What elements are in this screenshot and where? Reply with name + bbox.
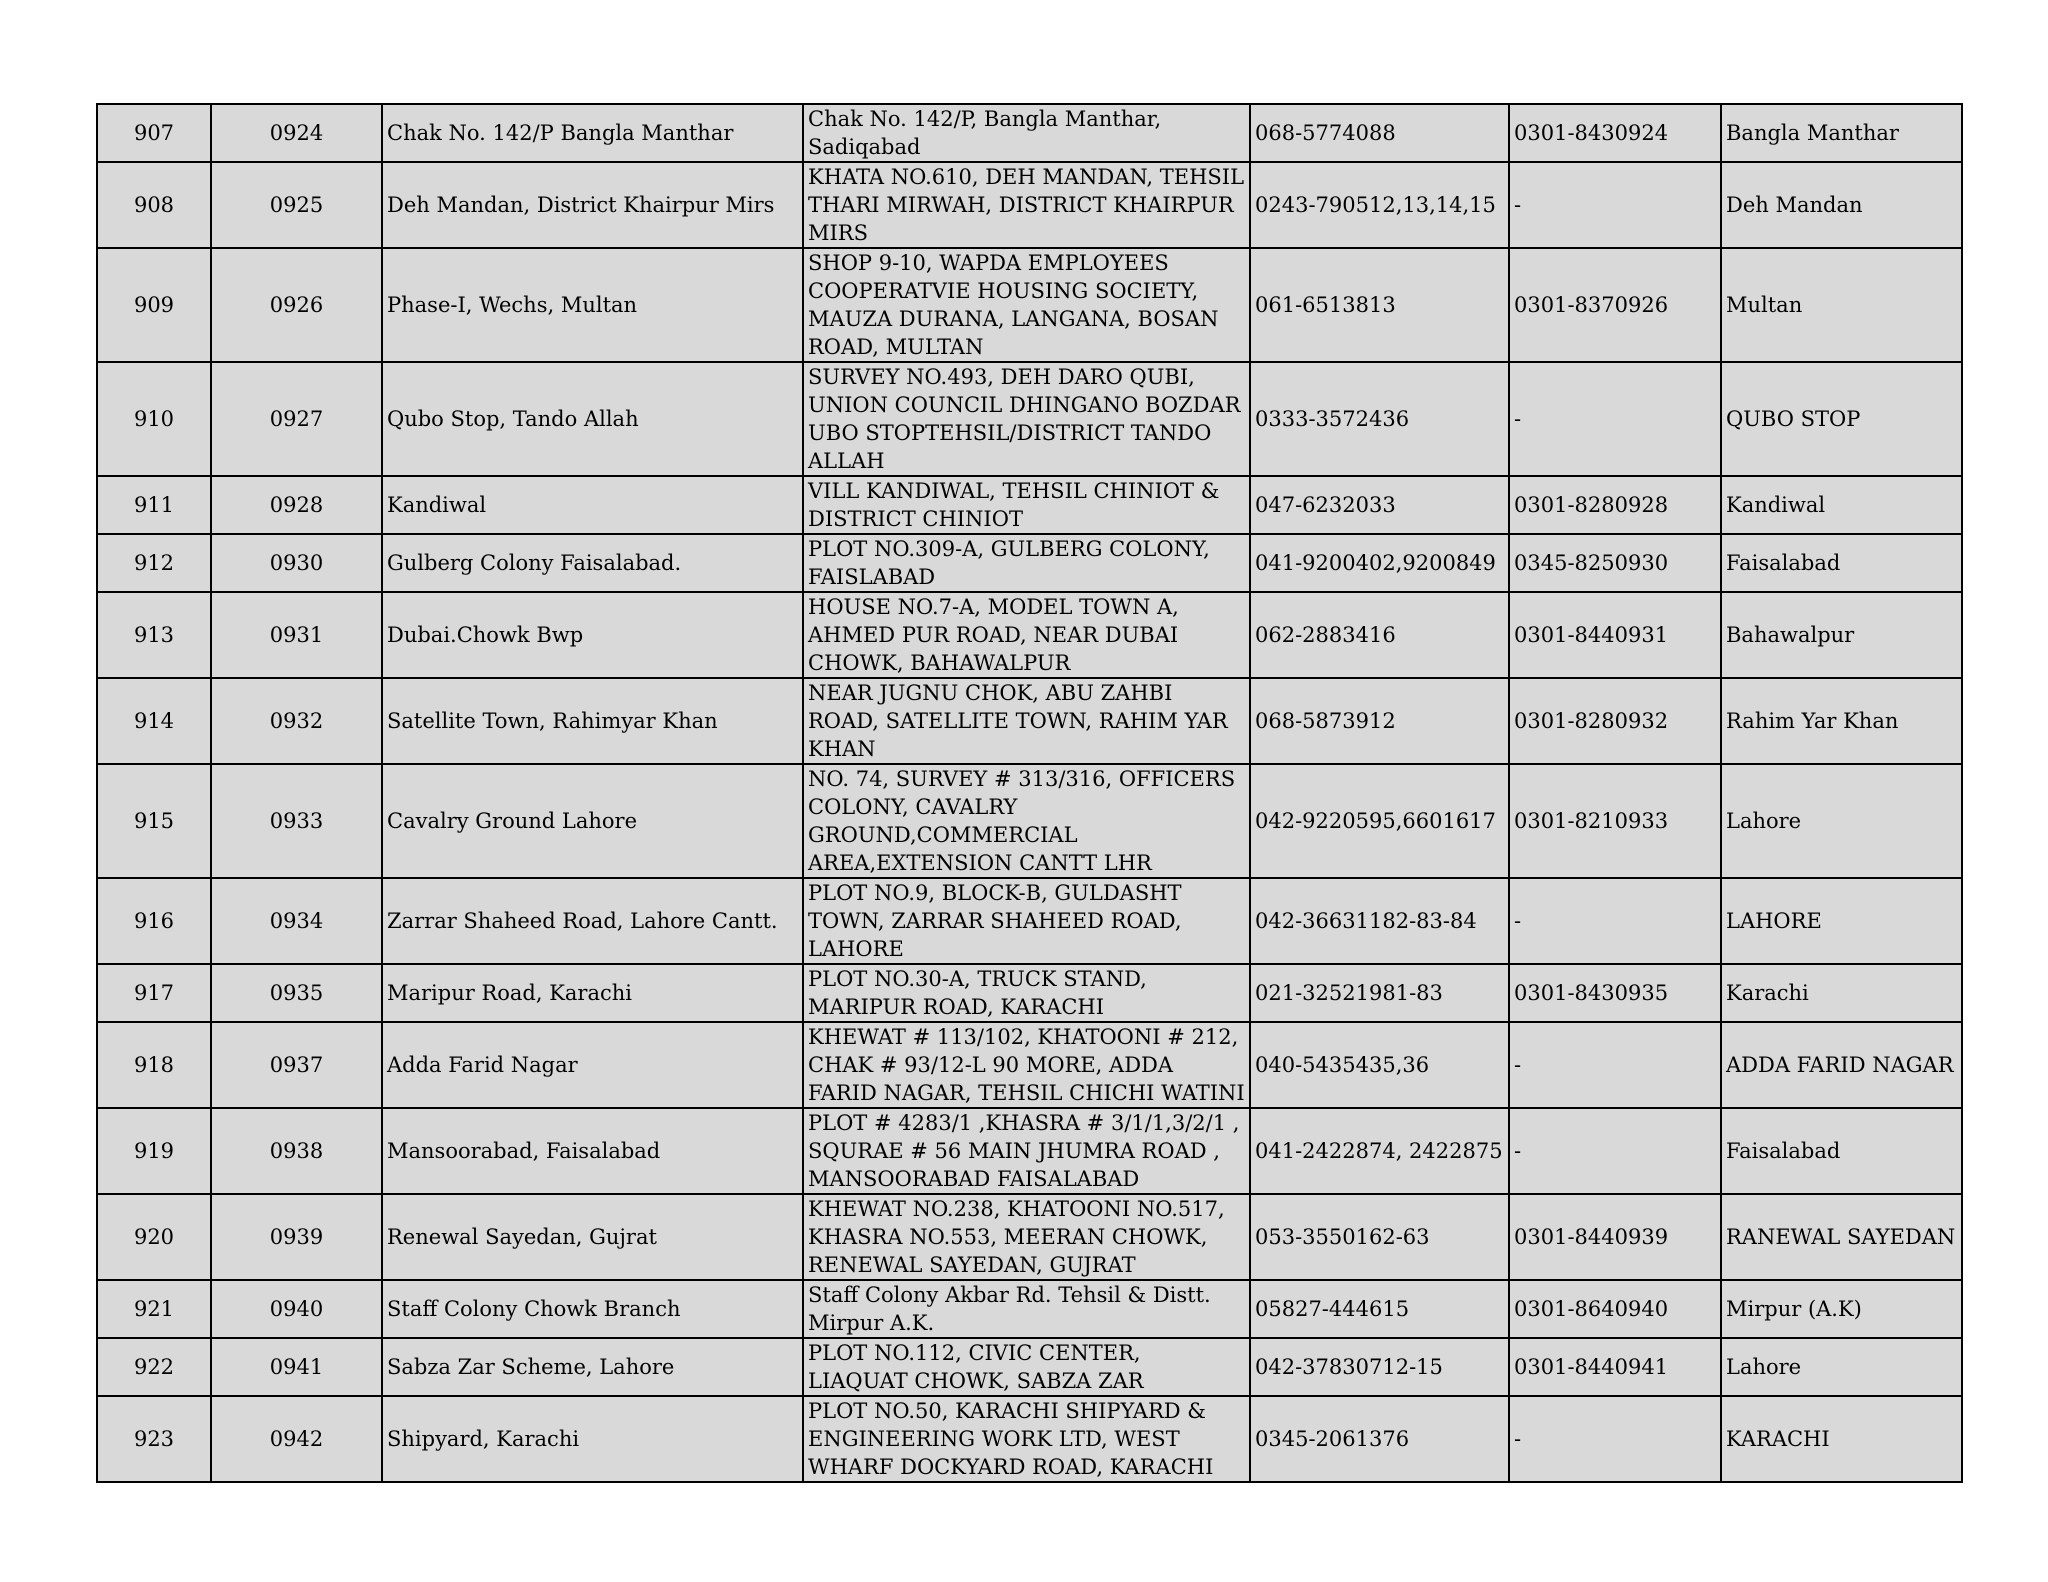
branch-code-cell: 0941 bbox=[211, 1338, 382, 1396]
table-row bbox=[97, 878, 1962, 964]
address-cell: Chak No. 142/P, Bangla Manthar, Sadiqabad bbox=[803, 104, 1250, 162]
phone-cell: 053-3550162-63 bbox=[1250, 1194, 1509, 1280]
branch-code-cell: 0934 bbox=[211, 878, 382, 964]
address-cell: PLOT NO.112, CIVIC CENTER, LIAQUAT CHOWK, SABZA ZAR bbox=[803, 1338, 1250, 1396]
branch-name-cell: Sabza Zar Scheme, Lahore bbox=[382, 1338, 803, 1396]
city-cell: Deh Mandan bbox=[1721, 162, 1962, 248]
phone-cell: 0333-3572436 bbox=[1250, 362, 1509, 476]
branch-name-cell: Phase-I, Wechs, Multan bbox=[382, 248, 803, 362]
table-row bbox=[97, 1338, 1962, 1396]
city-cell: Kandiwal bbox=[1721, 476, 1962, 534]
table-row bbox=[97, 248, 1962, 362]
branch-name-cell: Zarrar Shaheed Road, Lahore Cantt. bbox=[382, 878, 803, 964]
city-cell: LAHORE bbox=[1721, 878, 1962, 964]
mobile-cell: - bbox=[1509, 162, 1721, 248]
table-row bbox=[97, 104, 1962, 162]
address-cell: Staff Colony Akbar Rd. Tehsil & Distt. Mirpur A.K. bbox=[803, 1280, 1250, 1338]
branch-name-cell: Shipyard, Karachi bbox=[382, 1396, 803, 1482]
branch-code-cell: 0927 bbox=[211, 362, 382, 476]
phone-cell: 0243-790512,13,14,15 bbox=[1250, 162, 1509, 248]
phone-cell: 0345-2061376 bbox=[1250, 1396, 1509, 1482]
phone-cell: 047-6232033 bbox=[1250, 476, 1509, 534]
table-row bbox=[97, 162, 1962, 248]
phone-cell: 041-2422874, 2422875 bbox=[1250, 1108, 1509, 1194]
mobile-cell: - bbox=[1509, 1396, 1721, 1482]
branch-name-cell: Satellite Town, Rahimyar Khan bbox=[382, 678, 803, 764]
table-row bbox=[97, 678, 1962, 764]
branch-name-cell: Kandiwal bbox=[382, 476, 803, 534]
serial-cell: 910 bbox=[97, 362, 211, 476]
address-cell: PLOT NO.50, KARACHI SHIPYARD & ENGINEERING WORK LTD, WEST WHARF DOCKYARD ROAD, KARACHI bbox=[803, 1396, 1250, 1482]
branch-name-cell: Qubo Stop, Tando Allah bbox=[382, 362, 803, 476]
branch-code-cell: 0942 bbox=[211, 1396, 382, 1482]
city-cell: Lahore bbox=[1721, 1338, 1962, 1396]
table-body bbox=[97, 104, 1962, 1482]
branch-name-cell: Dubai.Chowk Bwp bbox=[382, 592, 803, 678]
mobile-cell: 0345-8250930 bbox=[1509, 534, 1721, 592]
table-row bbox=[97, 592, 1962, 678]
serial-cell: 914 bbox=[97, 678, 211, 764]
branch-name-cell: Deh Mandan, District Khairpur Mirs bbox=[382, 162, 803, 248]
address-cell: PLOT NO.9, BLOCK-B, GULDASHT TOWN, ZARRAR SHAHEED ROAD, LAHORE bbox=[803, 878, 1250, 964]
phone-cell: 05827-444615 bbox=[1250, 1280, 1509, 1338]
phone-cell: 068-5774088 bbox=[1250, 104, 1509, 162]
city-cell: KARACHI bbox=[1721, 1396, 1962, 1482]
branch-name-cell: Chak No. 142/P Bangla Manthar bbox=[382, 104, 803, 162]
branch-name-cell: Renewal Sayedan, Gujrat bbox=[382, 1194, 803, 1280]
mobile-cell: 0301-8440939 bbox=[1509, 1194, 1721, 1280]
city-cell: Karachi bbox=[1721, 964, 1962, 1022]
address-cell: KHATA NO.610, DEH MANDAN, TEHSIL THARI MIRWAH, DISTRICT KHAIRPUR MIRS bbox=[803, 162, 1250, 248]
branch-code-cell: 0937 bbox=[211, 1022, 382, 1108]
branch-code-cell: 0933 bbox=[211, 764, 382, 878]
mobile-cell: - bbox=[1509, 362, 1721, 476]
serial-cell: 913 bbox=[97, 592, 211, 678]
serial-cell: 919 bbox=[97, 1108, 211, 1194]
branch-code-cell: 0940 bbox=[211, 1280, 382, 1338]
table-row bbox=[97, 1108, 1962, 1194]
table-row bbox=[97, 1022, 1962, 1108]
mobile-cell: - bbox=[1509, 1022, 1721, 1108]
serial-cell: 909 bbox=[97, 248, 211, 362]
branch-code-cell: 0932 bbox=[211, 678, 382, 764]
phone-cell: 042-9220595,6601617 bbox=[1250, 764, 1509, 878]
address-cell: PLOT # 4283/1 ,KHASRA # 3/1/1,3/2/1 , SQURAE # 56 MAIN JHUMRA ROAD , MANSOORABAD FAISALABAD bbox=[803, 1108, 1250, 1194]
address-cell: NEAR JUGNU CHOK, ABU ZAHBI ROAD, SATELLITE TOWN, RAHIM YAR KHAN bbox=[803, 678, 1250, 764]
serial-cell: 922 bbox=[97, 1338, 211, 1396]
table-row bbox=[97, 534, 1962, 592]
serial-cell: 920 bbox=[97, 1194, 211, 1280]
table-row bbox=[97, 964, 1962, 1022]
serial-cell: 923 bbox=[97, 1396, 211, 1482]
table-row bbox=[97, 1280, 1962, 1338]
address-cell: KHEWAT NO.238, KHATOONI NO.517, KHASRA NO.553, MEERAN CHOWK, RENEWAL SAYEDAN, GUJRAT bbox=[803, 1194, 1250, 1280]
phone-cell: 042-36631182-83-84 bbox=[1250, 878, 1509, 964]
address-cell: SURVEY NO.493, DEH DARO QUBI, UNION COUNCIL DHINGANO BOZDAR UBO STOPTEHSIL/DISTRICT TANDO ALLAH bbox=[803, 362, 1250, 476]
table-row bbox=[97, 362, 1962, 476]
branch-code-cell: 0931 bbox=[211, 592, 382, 678]
phone-cell: 021-32521981-83 bbox=[1250, 964, 1509, 1022]
address-cell: KHEWAT # 113/102, KHATOONI # 212, CHAK # 93/12-L 90 MORE, ADDA FARID NAGAR, TEHSIL CHICHI WATINI bbox=[803, 1022, 1250, 1108]
branch-table bbox=[96, 103, 1963, 1483]
mobile-cell: - bbox=[1509, 878, 1721, 964]
mobile-cell: - bbox=[1509, 1108, 1721, 1194]
mobile-cell: 0301-8640940 bbox=[1509, 1280, 1721, 1338]
serial-cell: 917 bbox=[97, 964, 211, 1022]
phone-cell: 062-2883416 bbox=[1250, 592, 1509, 678]
phone-cell: 068-5873912 bbox=[1250, 678, 1509, 764]
serial-cell: 921 bbox=[97, 1280, 211, 1338]
city-cell: RANEWAL SAYEDAN bbox=[1721, 1194, 1962, 1280]
city-cell: Faisalabad bbox=[1721, 534, 1962, 592]
city-cell: Bangla Manthar bbox=[1721, 104, 1962, 162]
branch-code-cell: 0938 bbox=[211, 1108, 382, 1194]
mobile-cell: 0301-8430935 bbox=[1509, 964, 1721, 1022]
phone-cell: 042-37830712-15 bbox=[1250, 1338, 1509, 1396]
table-row bbox=[97, 1396, 1962, 1482]
mobile-cell: 0301-8210933 bbox=[1509, 764, 1721, 878]
branch-code-cell: 0935 bbox=[211, 964, 382, 1022]
branch-name-cell: Adda Farid Nagar bbox=[382, 1022, 803, 1108]
serial-cell: 916 bbox=[97, 878, 211, 964]
address-cell: PLOT NO.30-A, TRUCK STAND, MARIPUR ROAD, KARACHI bbox=[803, 964, 1250, 1022]
address-cell: SHOP 9-10, WAPDA EMPLOYEES COOPERATVIE HOUSING SOCIETY, MAUZA DURANA, LANGANA, BOSAN ROAD, MULTAN bbox=[803, 248, 1250, 362]
table-row bbox=[97, 1194, 1962, 1280]
address-cell: PLOT NO.309-A, GULBERG COLONY, FAISLABAD bbox=[803, 534, 1250, 592]
branch-code-cell: 0926 bbox=[211, 248, 382, 362]
branch-code-cell: 0924 bbox=[211, 104, 382, 162]
serial-cell: 912 bbox=[97, 534, 211, 592]
mobile-cell: 0301-8280928 bbox=[1509, 476, 1721, 534]
branch-code-cell: 0939 bbox=[211, 1194, 382, 1280]
address-cell: VILL KANDIWAL, TEHSIL CHINIOT & DISTRICT CHINIOT bbox=[803, 476, 1250, 534]
mobile-cell: 0301-8430924 bbox=[1509, 104, 1721, 162]
city-cell: ADDA FARID NAGAR bbox=[1721, 1022, 1962, 1108]
address-cell: HOUSE NO.7-A, MODEL TOWN A, AHMED PUR ROAD, NEAR DUBAI CHOWK, BAHAWALPUR bbox=[803, 592, 1250, 678]
city-cell: Bahawalpur bbox=[1721, 592, 1962, 678]
table-row bbox=[97, 764, 1962, 878]
city-cell: Lahore bbox=[1721, 764, 1962, 878]
city-cell: Mirpur (A.K) bbox=[1721, 1280, 1962, 1338]
table-row bbox=[97, 476, 1962, 534]
serial-cell: 911 bbox=[97, 476, 211, 534]
city-cell: Faisalabad bbox=[1721, 1108, 1962, 1194]
phone-cell: 040-5435435,36 bbox=[1250, 1022, 1509, 1108]
branch-code-cell: 0928 bbox=[211, 476, 382, 534]
phone-cell: 041-9200402,9200849 bbox=[1250, 534, 1509, 592]
branch-name-cell: Mansoorabad, Faisalabad bbox=[382, 1108, 803, 1194]
mobile-cell: 0301-8280932 bbox=[1509, 678, 1721, 764]
branch-code-cell: 0930 bbox=[211, 534, 382, 592]
branch-name-cell: Cavalry Ground Lahore bbox=[382, 764, 803, 878]
branch-name-cell: Staff Colony Chowk Branch bbox=[382, 1280, 803, 1338]
mobile-cell: 0301-8440941 bbox=[1509, 1338, 1721, 1396]
phone-cell: 061-6513813 bbox=[1250, 248, 1509, 362]
city-cell: Multan bbox=[1721, 248, 1962, 362]
mobile-cell: 0301-8440931 bbox=[1509, 592, 1721, 678]
city-cell: Rahim Yar Khan bbox=[1721, 678, 1962, 764]
serial-cell: 915 bbox=[97, 764, 211, 878]
branch-code-cell: 0925 bbox=[211, 162, 382, 248]
city-cell: QUBO STOP bbox=[1721, 362, 1962, 476]
branch-name-cell: Gulberg Colony Faisalabad. bbox=[382, 534, 803, 592]
serial-cell: 908 bbox=[97, 162, 211, 248]
serial-cell: 907 bbox=[97, 104, 211, 162]
mobile-cell: 0301-8370926 bbox=[1509, 248, 1721, 362]
address-cell: NO. 74, SURVEY # 313/316, OFFICERS COLONY, CAVALRY GROUND,COMMERCIAL AREA,EXTENSION CANTT LHR bbox=[803, 764, 1250, 878]
serial-cell: 918 bbox=[97, 1022, 211, 1108]
branch-name-cell: Maripur Road, Karachi bbox=[382, 964, 803, 1022]
